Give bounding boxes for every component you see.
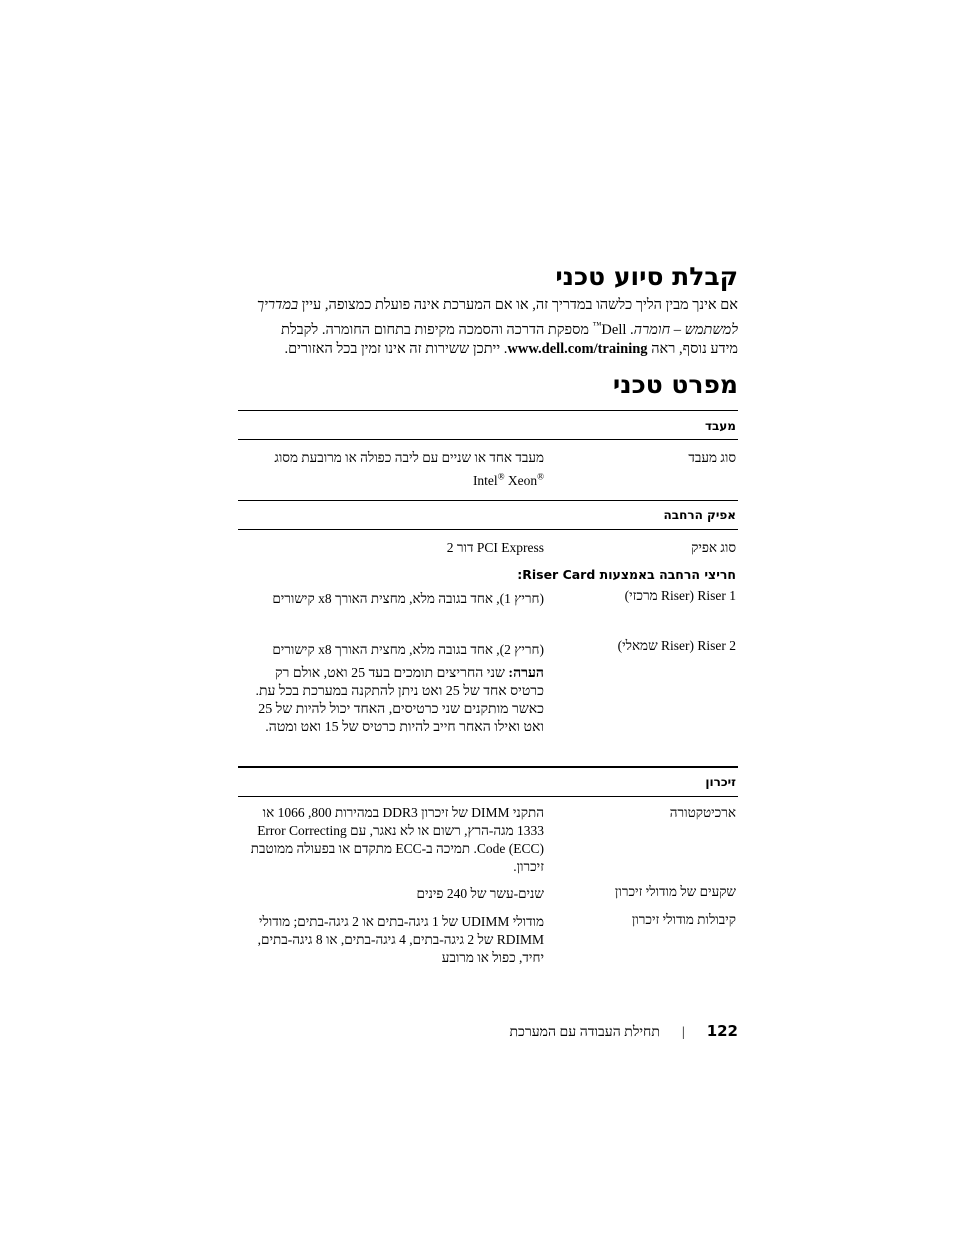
architecture-label: ארכיטקטורה <box>669 805 736 820</box>
note-label: הערה: <box>508 666 544 681</box>
memory-section-title: זיכרון <box>705 775 736 789</box>
riser1-value: (חריץ 1), אחד בגובה מלא, מחצית האורך x8 קישורים <box>272 591 544 606</box>
capacity-label: קיבולות מודולי זיכרון <box>631 912 736 927</box>
divider <box>238 766 738 768</box>
bus-type-label: סוג אפיק <box>691 540 736 555</box>
processor-type-label: סוג מעבד <box>688 450 736 465</box>
footer-section-title: תחילת העבודה עם המערכת <box>509 1025 660 1040</box>
page-number: 122 <box>706 1022 738 1040</box>
processor-type-value: מעבד אחד או שניים עם ליבה כפולה או מרובעת מסוג Intel® Xeon® <box>274 450 544 488</box>
sockets-label: שקעים של מודולי זיכרון <box>614 884 736 899</box>
riser1-label: Riser 1 (Riser מרכזי) <box>624 588 736 603</box>
divider <box>238 410 738 411</box>
note-text: שני החריצים תומכים בעד 25 ואט, אולם רק כרטיס אחד של 25 ואט ניתן להתקנה במערכת בכל עת. כאשר מותקנים שני כרטיסים, האחד יכול להיות של 25 ואט ואילו האחר חייב להיות כרטיס של 15 ואט ומטה. <box>255 666 544 735</box>
intro-paragraph <box>233 296 738 359</box>
intro-line-2: למשתמש – חומרה. Dell™ מספקת הדרכה והסמכה מקיפות בתחום החומרה. לקבלת <box>281 319 738 338</box>
expansion-note <box>244 665 544 737</box>
riser2-value: (חריץ 2), אחד בגובה מלא, מחצית האורך x8 קישורים <box>272 642 544 657</box>
footer-separator: | <box>681 1025 685 1040</box>
architecture-value: התקני DIMM של זיכרון DDR3 במהירות 800, 1066 או 1333 מגה-הרץ, רשום או לא נאגר, עם Error Correcting Code (ECC). תמיכה ב-ECC מתקדם או בפעולה ממוטבת זיכרון. <box>250 805 544 874</box>
intro-line-3: מידע נוסף, ראה www.dell.com/training. ייתכן ששירות זה אינו זמין בכל האזורים. <box>284 340 738 357</box>
riser2-label: Riser 2 (Riser שמאלי) <box>617 638 736 653</box>
divider <box>238 439 738 440</box>
capacity-value: מודולי UDIMM של 1 גיגה-בתים או 2 גיגה-בתים; מודולי RDIMM של 2 גיגה-בתים, 4 גיגה-בתים, או 8 גיגה-בתים, יחיד, כפול או מרובע <box>257 914 544 965</box>
sockets-value: שנים-עשר של 240 פינים <box>416 886 544 901</box>
page-footer <box>510 1022 739 1041</box>
expansion-slots-heading: חריצי הרחבה באמצעות Riser Card: <box>517 567 736 582</box>
intro-line-1: אם אינך מבין הליך כלשהו במדריך זה, או אם המערכת אינה פועלת כמצופה, עיין במדריך <box>256 297 738 313</box>
bus-type-value: PCI Express דור 2 <box>446 540 544 555</box>
expansion-section-title: אפיק הרחבה <box>663 508 736 522</box>
divider <box>238 796 738 797</box>
divider <box>238 500 738 501</box>
help-heading: קבלת סיוע טכני <box>555 262 738 291</box>
training-link[interactable]: www.dell.com/training <box>507 340 648 357</box>
divider <box>238 529 738 530</box>
processor-section-title: מעבד <box>704 419 736 433</box>
specs-heading: מפרט טכני <box>612 370 738 399</box>
